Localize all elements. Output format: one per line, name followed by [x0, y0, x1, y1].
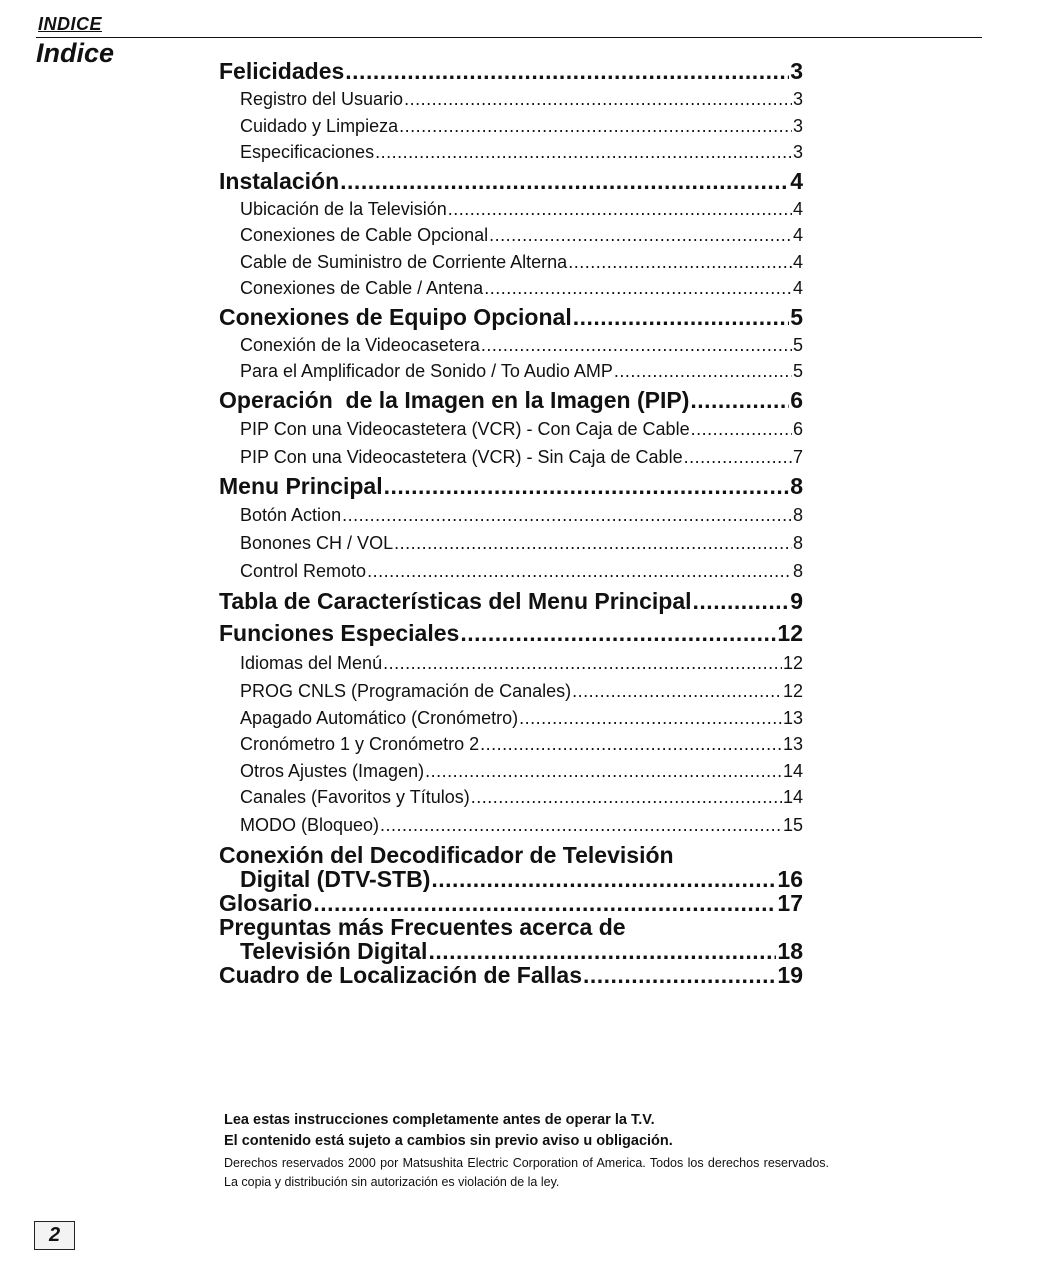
toc-label: Menu Principal — [219, 472, 383, 499]
dot-leader — [568, 249, 792, 276]
toc-subentry[interactable] — [219, 811, 803, 839]
toc-page: 3 — [792, 142, 803, 162]
toc-subentry[interactable] — [219, 705, 803, 732]
toc-label: Control Remoto — [240, 560, 367, 581]
toc-page: 19 — [777, 961, 803, 988]
toc-subentry[interactable] — [219, 649, 803, 677]
toc-page: 9 — [790, 587, 803, 614]
dot-leader — [375, 139, 792, 166]
dot-leader — [690, 385, 789, 415]
toc-page: 8 — [792, 560, 803, 581]
toc-label: Bonones CH / VOL — [240, 532, 394, 553]
copyright-text: Derechos reservados 2000 por Matsushita Electric Corporation of America. Todos los derechos reservados. La copia y distribución sin autorización es violación de la ley. — [224, 1156, 829, 1189]
toc-subentry[interactable] — [219, 86, 803, 113]
toc-label: Conexiones de Cable Opcional — [240, 225, 489, 245]
toc-label: Conexión de la Videocasetera — [240, 334, 480, 355]
toc-page: 18 — [777, 937, 803, 964]
dot-leader — [380, 811, 782, 839]
dot-leader — [481, 332, 792, 359]
toc-page: 4 — [792, 278, 803, 298]
dot-leader — [431, 867, 776, 891]
toc-page: 6 — [790, 386, 803, 413]
toc-subentry[interactable] — [219, 358, 803, 385]
table-of-contents — [219, 56, 803, 987]
dot-leader — [614, 358, 792, 385]
toc-subentry[interactable] — [219, 196, 803, 223]
dot-leader — [383, 649, 782, 677]
toc-label: Registro del Usuario — [240, 89, 404, 109]
toc-subentry[interactable] — [219, 784, 803, 811]
dot-leader — [313, 891, 776, 915]
toc-page: 14 — [782, 760, 803, 781]
toc-subentry[interactable] — [219, 443, 803, 471]
toc-subentry[interactable] — [219, 731, 803, 758]
dot-leader — [340, 166, 789, 196]
toc-page: 15 — [782, 814, 803, 835]
toc-page: 14 — [782, 787, 803, 807]
toc-label: Especificaciones — [240, 142, 375, 162]
toc-subentry[interactable] — [219, 501, 803, 529]
toc-label: Canales (Favoritos y Títulos) — [240, 787, 470, 807]
toc-page: 8 — [792, 532, 803, 553]
toc-page: 12 — [782, 652, 803, 673]
dot-leader — [489, 222, 792, 249]
toc-subentry[interactable] — [219, 113, 803, 140]
toc-entry-localizacion-fallas[interactable] — [219, 963, 803, 987]
toc-subentry[interactable] — [219, 275, 803, 302]
notice-block — [224, 1110, 829, 1192]
toc-subentry[interactable] — [219, 249, 803, 276]
toc-subentry[interactable] — [219, 529, 803, 557]
dot-leader — [428, 939, 776, 963]
toc-page: 7 — [792, 446, 803, 467]
toc-subentry[interactable] — [219, 139, 803, 166]
dot-leader — [394, 529, 792, 557]
dot-leader — [519, 705, 782, 732]
toc-label: Apagado Automático (Cronómetro) — [240, 707, 519, 728]
notice-read-instructions: Lea estas instrucciones completamente antes de operar la T.V. — [224, 1112, 655, 1128]
toc-page: 6 — [792, 418, 803, 439]
toc-entry-felicidades[interactable] — [219, 56, 803, 86]
toc-page: 12 — [782, 680, 803, 701]
dot-leader — [404, 86, 792, 113]
toc-entry-pip[interactable] — [219, 385, 803, 415]
toc-page: 13 — [782, 734, 803, 754]
toc-subentry[interactable] — [219, 415, 803, 443]
toc-label-line2-row — [219, 867, 803, 891]
toc-subentry[interactable] — [219, 677, 803, 705]
toc-entry-equipo-opcional[interactable] — [219, 302, 803, 332]
page-title: Indice — [36, 38, 115, 68]
toc-entry-tabla-caracteristicas[interactable] — [219, 585, 803, 617]
toc-label: Otros Ajustes (Imagen) — [240, 760, 425, 781]
dot-leader — [448, 196, 792, 223]
toc-label: Televisión Digital — [240, 937, 428, 964]
dot-leader — [399, 113, 792, 140]
toc-label: Glosario — [219, 889, 313, 916]
toc-label: Felicidades — [219, 58, 345, 84]
dot-leader — [460, 617, 776, 649]
dot-leader — [480, 731, 782, 758]
dot-leader — [691, 415, 792, 443]
toc-row — [219, 891, 803, 915]
dot-leader — [693, 585, 790, 617]
toc-page: 4 — [792, 198, 803, 219]
toc-page: 8 — [790, 472, 803, 499]
toc-page: 3 — [790, 58, 803, 84]
toc-label: Para el Amplificador de Sonido / To Audio AMP — [240, 361, 613, 381]
dot-leader — [573, 302, 789, 332]
toc-label-line1: Conexión del Decodificador de Televisión — [219, 841, 674, 868]
toc-page: 3 — [792, 89, 803, 109]
toc-subentry[interactable] — [219, 332, 803, 359]
toc-page: 5 — [792, 334, 803, 355]
toc-label: Tabla de Características del Menu Principal — [219, 587, 692, 614]
toc-entry-instalacion[interactable] — [219, 166, 803, 196]
toc-page: 5 — [792, 361, 803, 381]
toc-label: Digital (DTV-STB) — [240, 865, 431, 892]
toc-entry-decodificador-dtv[interactable] — [219, 843, 803, 891]
toc-label: PROG CNLS (Programación de Canales) — [240, 680, 572, 701]
toc-entry-preguntas-frecuentes[interactable] — [219, 915, 803, 963]
toc-label: Cuadro de Localización de Fallas — [219, 961, 582, 988]
dot-leader — [572, 677, 782, 705]
dot-leader — [583, 963, 776, 987]
dot-leader — [345, 56, 789, 86]
toc-entry-menu-principal[interactable] — [219, 471, 803, 501]
toc-page: 13 — [782, 707, 803, 728]
toc-label: Funciones Especiales — [219, 619, 460, 646]
dot-leader — [484, 275, 792, 302]
section-header: INDICE — [38, 14, 103, 34]
toc-page: 4 — [790, 167, 803, 194]
page-number: 2 — [34, 1221, 75, 1250]
toc-label: PIP Con una Videocastetera (VCR) - Con Caja de Cable — [240, 418, 690, 439]
toc-page: 5 — [790, 303, 803, 330]
toc-label: Ubicación de la Televisión — [240, 198, 447, 219]
dot-leader — [367, 557, 792, 585]
dot-leader — [471, 784, 782, 811]
toc-entry-glosario[interactable] — [219, 891, 803, 915]
toc-label: Botón Action — [240, 504, 342, 525]
toc-subentry[interactable] — [219, 557, 803, 585]
toc-label: Cuidado y Limpieza — [240, 115, 399, 136]
toc-label: PIP Con una Videocastetera (VCR) - Sin Caja de Cable — [240, 446, 683, 467]
toc-label: MODO (Bloqueo) — [240, 814, 380, 835]
toc-page: 16 — [777, 865, 803, 892]
dot-leader — [384, 471, 790, 501]
toc-label: Idiomas del Menú — [240, 652, 383, 673]
toc-label: Instalación — [219, 167, 340, 194]
notice-subject-to-change: El contenido está sujeto a cambios sin previo aviso u obligación. — [224, 1133, 673, 1149]
header-rule — [36, 37, 982, 38]
toc-label: Operación de la Imagen en la Imagen (PIP) — [219, 386, 690, 413]
toc-label: Cronómetro 1 y Cronómetro 2 — [240, 734, 480, 754]
dot-leader — [342, 501, 792, 529]
toc-label: Conexiones de Cable / Antena — [240, 278, 484, 298]
toc-label-line1: Preguntas más Frecuentes acerca de — [219, 913, 626, 940]
toc-page: 4 — [792, 251, 803, 272]
toc-page: 17 — [777, 889, 803, 916]
toc-label-line2-row — [219, 939, 803, 963]
toc-entry-funciones-especiales[interactable] — [219, 617, 803, 649]
toc-page: 3 — [792, 115, 803, 136]
dot-leader — [425, 758, 782, 785]
toc-subentry[interactable] — [219, 758, 803, 785]
toc-label: Conexiones de Equipo Opcional — [219, 303, 572, 330]
toc-subentry[interactable] — [219, 222, 803, 249]
toc-page: 8 — [792, 504, 803, 525]
toc-label: Cable de Suministro de Corriente Alterna — [240, 251, 568, 272]
toc-page: 12 — [777, 619, 803, 646]
toc-page: 4 — [792, 225, 803, 245]
toc-row — [219, 963, 803, 987]
dot-leader — [684, 443, 792, 471]
